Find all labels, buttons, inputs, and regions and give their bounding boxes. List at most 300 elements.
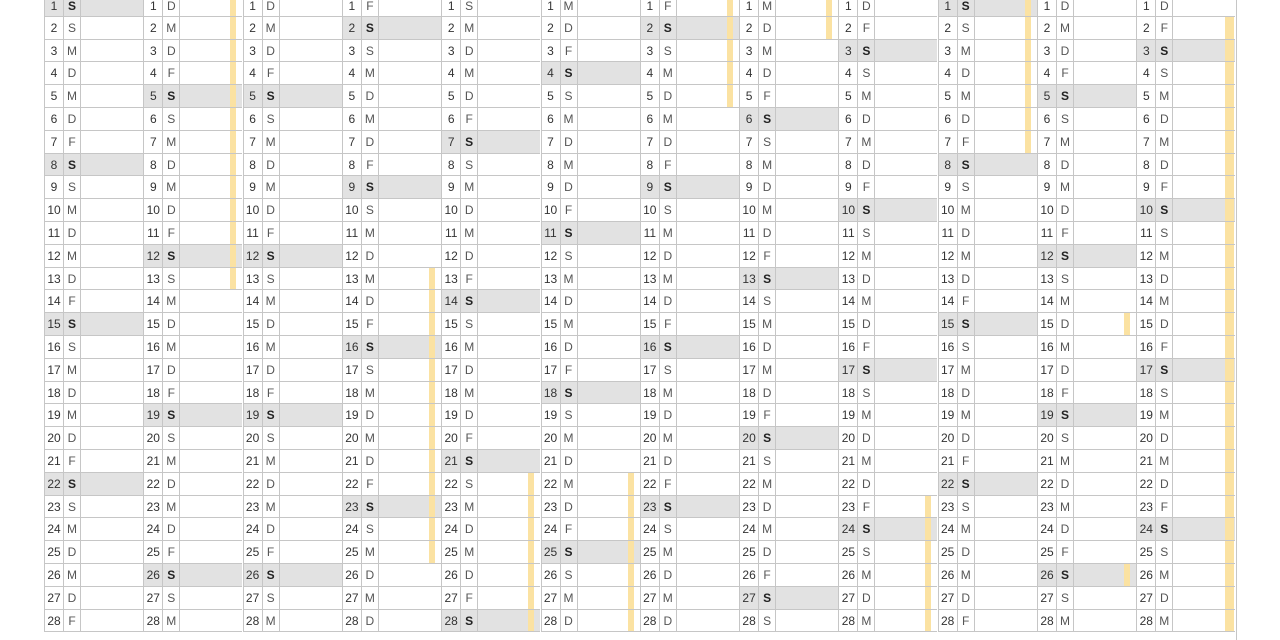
day-note-area[interactable] <box>478 404 540 426</box>
day-note-area[interactable] <box>81 40 143 62</box>
day-cell[interactable] <box>441 564 540 587</box>
day-note-area[interactable] <box>1074 154 1136 176</box>
day-cell[interactable] <box>640 427 739 450</box>
day-cell[interactable] <box>838 496 937 519</box>
day-note-area[interactable] <box>578 336 640 358</box>
day-cell[interactable] <box>938 564 1037 587</box>
day-note-area[interactable] <box>478 62 540 84</box>
day-cell[interactable] <box>1037 199 1136 222</box>
day-cell[interactable] <box>938 62 1037 85</box>
day-note-area[interactable] <box>280 108 342 130</box>
day-note-area[interactable] <box>578 450 640 472</box>
day-note-area[interactable] <box>1074 541 1136 563</box>
day-cell[interactable] <box>143 176 242 199</box>
day-note-area[interactable] <box>776 131 838 153</box>
day-cell[interactable] <box>243 496 342 519</box>
day-note-area[interactable] <box>578 108 640 130</box>
day-cell[interactable] <box>143 404 242 427</box>
day-cell[interactable] <box>441 176 540 199</box>
day-note-area[interactable] <box>478 427 540 449</box>
day-note-area[interactable] <box>1074 62 1136 84</box>
day-cell[interactable] <box>441 108 540 131</box>
day-cell[interactable] <box>739 336 838 359</box>
day-cell[interactable] <box>1037 610 1136 633</box>
day-note-area[interactable] <box>280 176 342 198</box>
day-note-area[interactable] <box>578 199 640 221</box>
day-note-area[interactable] <box>180 496 242 518</box>
day-cell[interactable] <box>541 313 640 336</box>
day-note-area[interactable] <box>776 541 838 563</box>
day-cell[interactable] <box>838 427 937 450</box>
day-note-area[interactable] <box>677 450 739 472</box>
day-note-area[interactable] <box>677 176 739 198</box>
day-cell[interactable] <box>44 336 143 359</box>
day-note-area[interactable] <box>1074 0 1136 16</box>
day-note-area[interactable] <box>975 541 1037 563</box>
day-note-area[interactable] <box>180 427 242 449</box>
day-cell[interactable] <box>838 450 937 473</box>
day-note-area[interactable] <box>280 336 342 358</box>
day-note-area[interactable] <box>776 290 838 312</box>
day-note-area[interactable] <box>280 62 342 84</box>
day-note-area[interactable] <box>677 359 739 381</box>
day-cell[interactable] <box>342 108 441 131</box>
day-note-area[interactable] <box>776 40 838 62</box>
day-note-area[interactable] <box>975 518 1037 540</box>
day-cell[interactable] <box>838 268 937 291</box>
day-note-area[interactable] <box>81 199 143 221</box>
day-cell[interactable] <box>441 154 540 177</box>
day-note-area[interactable] <box>875 176 937 198</box>
day-note-area[interactable] <box>180 382 242 404</box>
day-note-area[interactable] <box>81 245 143 267</box>
day-cell[interactable] <box>441 199 540 222</box>
day-cell[interactable] <box>44 62 143 85</box>
day-cell[interactable] <box>143 359 242 382</box>
day-note-area[interactable] <box>1074 245 1136 267</box>
day-note-area[interactable] <box>578 359 640 381</box>
day-cell[interactable] <box>44 404 143 427</box>
day-cell[interactable] <box>739 450 838 473</box>
day-note-area[interactable] <box>578 62 640 84</box>
day-note-area[interactable] <box>677 131 739 153</box>
day-note-area[interactable] <box>81 496 143 518</box>
day-cell[interactable] <box>44 17 143 40</box>
day-cell[interactable] <box>243 587 342 610</box>
day-note-area[interactable] <box>975 268 1037 290</box>
day-cell[interactable] <box>342 268 441 291</box>
day-cell[interactable] <box>143 0 242 17</box>
day-note-area[interactable] <box>776 222 838 244</box>
day-cell[interactable] <box>640 610 739 633</box>
day-note-area[interactable] <box>578 85 640 107</box>
day-cell[interactable] <box>838 108 937 131</box>
day-cell[interactable] <box>1037 313 1136 336</box>
day-note-area[interactable] <box>379 0 441 16</box>
day-cell[interactable] <box>1037 62 1136 85</box>
day-cell[interactable] <box>342 427 441 450</box>
day-note-area[interactable] <box>379 199 441 221</box>
day-cell[interactable] <box>243 85 342 108</box>
day-note-area[interactable] <box>180 359 242 381</box>
day-note-area[interactable] <box>280 199 342 221</box>
day-cell[interactable] <box>44 313 143 336</box>
day-cell[interactable] <box>441 450 540 473</box>
day-cell[interactable] <box>44 290 143 313</box>
day-cell[interactable] <box>938 610 1037 633</box>
day-cell[interactable] <box>1136 176 1235 199</box>
day-note-area[interactable] <box>677 222 739 244</box>
day-note-area[interactable] <box>280 131 342 153</box>
day-cell[interactable] <box>441 85 540 108</box>
day-cell[interactable] <box>342 154 441 177</box>
day-cell[interactable] <box>342 564 441 587</box>
day-cell[interactable] <box>838 336 937 359</box>
day-cell[interactable] <box>342 40 441 63</box>
day-note-area[interactable] <box>1074 382 1136 404</box>
day-cell[interactable] <box>44 85 143 108</box>
day-cell[interactable] <box>441 404 540 427</box>
day-cell[interactable] <box>1136 587 1235 610</box>
day-note-area[interactable] <box>1074 268 1136 290</box>
day-cell[interactable] <box>143 131 242 154</box>
day-cell[interactable] <box>541 245 640 268</box>
day-note-area[interactable] <box>81 587 143 609</box>
day-note-area[interactable] <box>478 268 540 290</box>
day-cell[interactable] <box>342 587 441 610</box>
day-cell[interactable] <box>143 17 242 40</box>
day-note-area[interactable] <box>975 404 1037 426</box>
day-cell[interactable] <box>342 222 441 245</box>
day-cell[interactable] <box>44 496 143 519</box>
day-cell[interactable] <box>243 290 342 313</box>
day-cell[interactable] <box>1037 427 1136 450</box>
day-cell[interactable] <box>143 336 242 359</box>
day-cell[interactable] <box>938 0 1037 17</box>
day-cell[interactable] <box>1037 108 1136 131</box>
day-cell[interactable] <box>44 268 143 291</box>
day-note-area[interactable] <box>81 473 143 495</box>
day-cell[interactable] <box>1037 359 1136 382</box>
day-cell[interactable] <box>143 85 242 108</box>
day-note-area[interactable] <box>1074 496 1136 518</box>
day-note-area[interactable] <box>776 427 838 449</box>
day-cell[interactable] <box>44 450 143 473</box>
day-cell[interactable] <box>44 541 143 564</box>
day-cell[interactable] <box>739 610 838 633</box>
day-cell[interactable] <box>541 290 640 313</box>
day-cell[interactable] <box>739 85 838 108</box>
day-note-area[interactable] <box>975 245 1037 267</box>
day-note-area[interactable] <box>578 40 640 62</box>
day-cell[interactable] <box>838 541 937 564</box>
day-cell[interactable] <box>342 290 441 313</box>
day-cell[interactable] <box>441 290 540 313</box>
day-note-area[interactable] <box>975 382 1037 404</box>
day-note-area[interactable] <box>776 62 838 84</box>
day-note-area[interactable] <box>677 382 739 404</box>
day-note-area[interactable] <box>81 268 143 290</box>
day-cell[interactable] <box>739 222 838 245</box>
day-note-area[interactable] <box>379 154 441 176</box>
day-cell[interactable] <box>938 473 1037 496</box>
day-note-area[interactable] <box>578 131 640 153</box>
day-cell[interactable] <box>1037 541 1136 564</box>
day-cell[interactable] <box>640 541 739 564</box>
day-cell[interactable] <box>938 336 1037 359</box>
day-note-area[interactable] <box>280 610 342 632</box>
day-note-area[interactable] <box>81 382 143 404</box>
day-note-area[interactable] <box>875 427 937 449</box>
day-note-area[interactable] <box>1074 427 1136 449</box>
day-note-area[interactable] <box>578 313 640 335</box>
day-cell[interactable] <box>1136 473 1235 496</box>
day-cell[interactable] <box>44 222 143 245</box>
day-note-area[interactable] <box>81 427 143 449</box>
day-cell[interactable] <box>838 85 937 108</box>
day-note-area[interactable] <box>81 404 143 426</box>
day-note-area[interactable] <box>578 427 640 449</box>
day-note-area[interactable] <box>1074 404 1136 426</box>
day-cell[interactable] <box>640 17 739 40</box>
day-note-area[interactable] <box>875 359 937 381</box>
day-note-area[interactable] <box>677 427 739 449</box>
day-cell[interactable] <box>938 518 1037 541</box>
day-note-area[interactable] <box>478 382 540 404</box>
day-note-area[interactable] <box>280 496 342 518</box>
day-cell[interactable] <box>739 40 838 63</box>
day-cell[interactable] <box>541 40 640 63</box>
day-note-area[interactable] <box>677 496 739 518</box>
day-note-area[interactable] <box>280 17 342 39</box>
day-note-area[interactable] <box>975 199 1037 221</box>
day-cell[interactable] <box>143 154 242 177</box>
day-note-area[interactable] <box>578 404 640 426</box>
day-cell[interactable] <box>739 587 838 610</box>
day-note-area[interactable] <box>1074 587 1136 609</box>
day-note-area[interactable] <box>379 85 441 107</box>
day-cell[interactable] <box>44 154 143 177</box>
day-cell[interactable] <box>640 199 739 222</box>
day-note-area[interactable] <box>478 176 540 198</box>
day-cell[interactable] <box>143 610 242 633</box>
day-cell[interactable] <box>938 290 1037 313</box>
day-note-area[interactable] <box>280 404 342 426</box>
day-note-area[interactable] <box>280 382 342 404</box>
day-cell[interactable] <box>342 450 441 473</box>
day-cell[interactable] <box>1037 382 1136 405</box>
day-cell[interactable] <box>44 0 143 17</box>
day-cell[interactable] <box>342 85 441 108</box>
day-note-area[interactable] <box>776 199 838 221</box>
day-note-area[interactable] <box>180 336 242 358</box>
day-cell[interactable] <box>1136 427 1235 450</box>
day-cell[interactable] <box>838 313 937 336</box>
day-cell[interactable] <box>640 62 739 85</box>
day-cell[interactable] <box>441 427 540 450</box>
day-cell[interactable] <box>541 17 640 40</box>
day-cell[interactable] <box>640 404 739 427</box>
day-note-area[interactable] <box>578 176 640 198</box>
day-cell[interactable] <box>243 108 342 131</box>
day-cell[interactable] <box>342 131 441 154</box>
day-cell[interactable] <box>1136 496 1235 519</box>
day-cell[interactable] <box>44 108 143 131</box>
day-cell[interactable] <box>342 0 441 17</box>
day-cell[interactable] <box>938 541 1037 564</box>
day-note-area[interactable] <box>975 176 1037 198</box>
day-cell[interactable] <box>342 541 441 564</box>
day-note-area[interactable] <box>81 450 143 472</box>
day-cell[interactable] <box>938 176 1037 199</box>
day-cell[interactable] <box>739 473 838 496</box>
day-note-area[interactable] <box>776 268 838 290</box>
day-note-area[interactable] <box>1074 85 1136 107</box>
day-note-area[interactable] <box>280 268 342 290</box>
day-note-area[interactable] <box>280 290 342 312</box>
day-cell[interactable] <box>541 564 640 587</box>
day-cell[interactable] <box>1136 450 1235 473</box>
day-note-area[interactable] <box>776 245 838 267</box>
day-note-area[interactable] <box>776 450 838 472</box>
day-cell[interactable] <box>838 518 937 541</box>
day-note-area[interactable] <box>81 108 143 130</box>
day-cell[interactable] <box>1136 404 1235 427</box>
day-note-area[interactable] <box>677 268 739 290</box>
day-note-area[interactable] <box>975 290 1037 312</box>
day-cell[interactable] <box>441 131 540 154</box>
day-cell[interactable] <box>938 427 1037 450</box>
day-note-area[interactable] <box>81 131 143 153</box>
day-note-area[interactable] <box>677 610 739 632</box>
day-cell[interactable] <box>44 587 143 610</box>
day-cell[interactable] <box>342 382 441 405</box>
day-cell[interactable] <box>1136 610 1235 633</box>
day-note-area[interactable] <box>875 245 937 267</box>
day-note-area[interactable] <box>81 541 143 563</box>
day-cell[interactable] <box>143 108 242 131</box>
day-cell[interactable] <box>739 564 838 587</box>
day-cell[interactable] <box>938 313 1037 336</box>
day-note-area[interactable] <box>478 313 540 335</box>
day-cell[interactable] <box>938 40 1037 63</box>
day-cell[interactable] <box>441 245 540 268</box>
day-note-area[interactable] <box>478 290 540 312</box>
day-note-area[interactable] <box>975 336 1037 358</box>
day-note-area[interactable] <box>1074 222 1136 244</box>
day-note-area[interactable] <box>180 473 242 495</box>
day-note-area[interactable] <box>280 541 342 563</box>
day-note-area[interactable] <box>975 313 1037 335</box>
day-note-area[interactable] <box>280 473 342 495</box>
day-note-area[interactable] <box>1074 17 1136 39</box>
day-cell[interactable] <box>1136 382 1235 405</box>
day-cell[interactable] <box>1037 154 1136 177</box>
day-cell[interactable] <box>739 108 838 131</box>
day-cell[interactable] <box>938 85 1037 108</box>
day-cell[interactable] <box>243 382 342 405</box>
day-cell[interactable] <box>1136 85 1235 108</box>
day-cell[interactable] <box>441 610 540 633</box>
day-cell[interactable] <box>838 610 937 633</box>
day-note-area[interactable] <box>1173 0 1235 16</box>
day-note-area[interactable] <box>478 0 540 16</box>
day-cell[interactable] <box>1037 131 1136 154</box>
day-cell[interactable] <box>739 154 838 177</box>
day-cell[interactable] <box>243 176 342 199</box>
day-note-area[interactable] <box>81 610 143 632</box>
day-cell[interactable] <box>739 176 838 199</box>
day-note-area[interactable] <box>875 268 937 290</box>
day-cell[interactable] <box>640 154 739 177</box>
day-note-area[interactable] <box>975 450 1037 472</box>
day-note-area[interactable] <box>280 427 342 449</box>
day-cell[interactable] <box>938 245 1037 268</box>
day-cell[interactable] <box>640 85 739 108</box>
day-cell[interactable] <box>1136 564 1235 587</box>
day-cell[interactable] <box>838 564 937 587</box>
day-note-area[interactable] <box>578 290 640 312</box>
day-cell[interactable] <box>640 131 739 154</box>
day-cell[interactable] <box>44 131 143 154</box>
day-cell[interactable] <box>640 382 739 405</box>
day-cell[interactable] <box>838 382 937 405</box>
day-cell[interactable] <box>739 359 838 382</box>
day-cell[interactable] <box>1037 222 1136 245</box>
day-cell[interactable] <box>739 62 838 85</box>
day-cell[interactable] <box>640 290 739 313</box>
day-cell[interactable] <box>541 222 640 245</box>
day-cell[interactable] <box>243 245 342 268</box>
day-cell[interactable] <box>44 199 143 222</box>
day-cell[interactable] <box>938 268 1037 291</box>
day-cell[interactable] <box>739 199 838 222</box>
day-cell[interactable] <box>441 0 540 17</box>
day-cell[interactable] <box>143 40 242 63</box>
day-cell[interactable] <box>838 40 937 63</box>
day-note-area[interactable] <box>578 268 640 290</box>
day-note-area[interactable] <box>280 0 342 16</box>
day-cell[interactable] <box>441 62 540 85</box>
day-note-area[interactable] <box>875 0 937 16</box>
day-cell[interactable] <box>441 40 540 63</box>
day-cell[interactable] <box>1037 290 1136 313</box>
day-cell[interactable] <box>243 154 342 177</box>
day-note-area[interactable] <box>677 154 739 176</box>
day-note-area[interactable] <box>81 336 143 358</box>
day-cell[interactable] <box>342 404 441 427</box>
day-cell[interactable] <box>838 290 937 313</box>
day-cell[interactable] <box>541 496 640 519</box>
day-cell[interactable] <box>739 0 838 17</box>
day-cell[interactable] <box>1136 336 1235 359</box>
day-cell[interactable] <box>739 382 838 405</box>
day-note-area[interactable] <box>875 336 937 358</box>
day-note-area[interactable] <box>578 222 640 244</box>
day-cell[interactable] <box>640 518 739 541</box>
day-cell[interactable] <box>739 290 838 313</box>
day-cell[interactable] <box>1136 0 1235 17</box>
day-note-area[interactable] <box>81 290 143 312</box>
day-note-area[interactable] <box>776 336 838 358</box>
day-cell[interactable] <box>342 313 441 336</box>
day-cell[interactable] <box>739 541 838 564</box>
day-note-area[interactable] <box>81 0 143 16</box>
day-note-area[interactable] <box>180 404 242 426</box>
day-cell[interactable] <box>640 245 739 268</box>
day-cell[interactable] <box>1136 290 1235 313</box>
day-cell[interactable] <box>143 587 242 610</box>
